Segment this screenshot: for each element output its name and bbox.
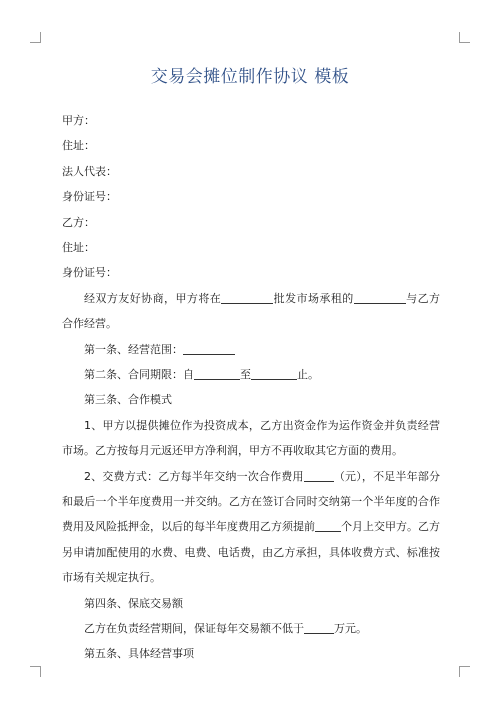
field-party-b: 乙方： <box>62 215 95 229</box>
blank-line <box>354 290 406 304</box>
clause-2-text-2: （元），不足半年部分和最后一个半年度费用一并交纳。乙方在签订合同时交纳第一个半年度的合作费用及风险抵押金，以后的每半年度费用乙方须提前 <box>62 469 441 534</box>
article-4-text-2: 万元。 <box>334 621 367 635</box>
field-party-a: 甲方： <box>62 114 95 127</box>
article-3-clause-2 <box>62 464 440 591</box>
article-4-text-1: 乙方在负责经营期间，保证每年交易额不低于 <box>84 621 304 635</box>
intro-text-1: 经双方友好协商，甲方将在 <box>84 291 222 305</box>
blank-line <box>315 518 341 532</box>
field-legal-representative: 法人代表： <box>62 164 117 178</box>
article-3-heading: 第三条、合作模式 <box>84 393 172 407</box>
article-5-heading: 第五条、具体经营事项 <box>84 647 194 661</box>
article-2-text-2: 至 <box>240 367 251 381</box>
blank-line <box>304 620 334 634</box>
intro-paragraph <box>62 286 440 337</box>
crop-mark-top-left <box>30 32 41 43</box>
article-3-clause-1: 1、甲方以提供摊位作为投资成本，乙方出资金作为运作资金并负责经营市场。乙方按每月元返还甲方净利润，甲方不再收取其它方面的费用。 <box>62 418 440 458</box>
document-title: 交易会摊位制作协议 模板 <box>150 67 350 87</box>
intro-text-2: 批发市场承租的 <box>273 291 354 305</box>
blank-line <box>251 366 297 380</box>
field-party-b-id-number: 身份证号： <box>62 266 117 280</box>
blank-line <box>194 366 240 380</box>
article-1-text: 第一条、经营范围： <box>84 342 183 356</box>
field-party-b-address: 住址： <box>62 240 95 254</box>
blank-line <box>304 468 334 482</box>
article-2-text-1: 第二条、合同期限：自 <box>84 367 194 381</box>
clause-2-text-3: 个月上交甲方。乙方另申请加配使用的水费、电费、电话费，由乙方承担，具体收费方式、标准按市场有关规定执行。 <box>62 520 440 585</box>
field-party-a-address: 住址： <box>62 139 95 153</box>
article-4-text <box>62 616 440 641</box>
article-2-text-3: 止。 <box>297 367 319 381</box>
article-1 <box>62 337 440 362</box>
crop-mark-bottom-left <box>30 666 41 677</box>
crop-mark-top-right <box>459 32 470 43</box>
blank-line <box>221 290 273 304</box>
intro-text-3: 与乙方合作经营。 <box>62 291 441 331</box>
field-party-a-id-number: 身份证号： <box>62 190 117 204</box>
crop-mark-bottom-right <box>459 666 470 677</box>
article-4-heading: 第四条、保底交易额 <box>84 596 183 610</box>
document-body <box>62 108 440 667</box>
clause-2-text-1: 2、交费方式：乙方每半年交纳一次合作费用 <box>84 469 304 483</box>
blank-line <box>183 341 235 355</box>
article-2 <box>62 362 440 387</box>
